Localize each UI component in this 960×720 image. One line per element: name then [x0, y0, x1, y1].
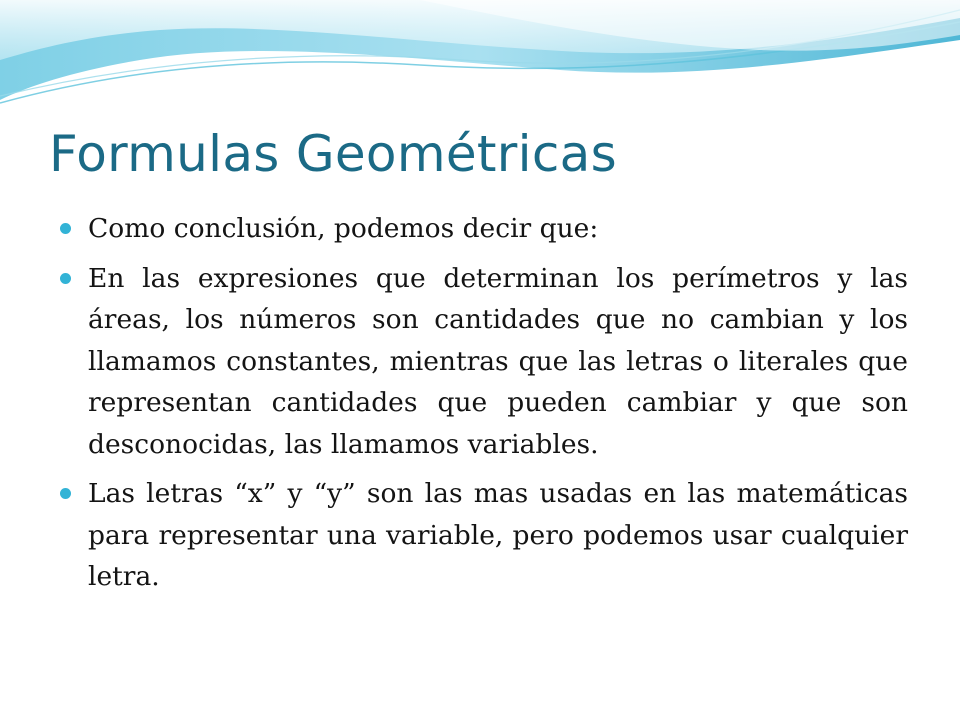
bullet-item	[58, 473, 908, 598]
bullet-text: En las expresiones que determinan los perímetros y las áreas, los números son cantidades que no cambian y los llamamos constantes, mientras que las letras o literales que representan cantidades que pueden cambiar y que son desconocidas, las llamamos variables.	[88, 262, 908, 460]
slide-title: Formulas Geométricas	[49, 125, 617, 183]
bullet-dot-icon	[60, 223, 71, 234]
bullet-dot-icon	[60, 488, 71, 499]
header-wave-decoration	[0, 0, 960, 110]
bullet-item	[58, 258, 908, 466]
bullet-list	[58, 208, 908, 606]
bullet-dot-icon	[60, 273, 71, 284]
bullet-item	[58, 208, 908, 250]
bullet-text: Como conclusión, podemos decir que:	[88, 213, 599, 244]
bullet-text: Las letras “x” y “y” son las mas usadas en las matemáticas para representar una variable, pero podemos usar cualquier letra.	[88, 478, 908, 592]
